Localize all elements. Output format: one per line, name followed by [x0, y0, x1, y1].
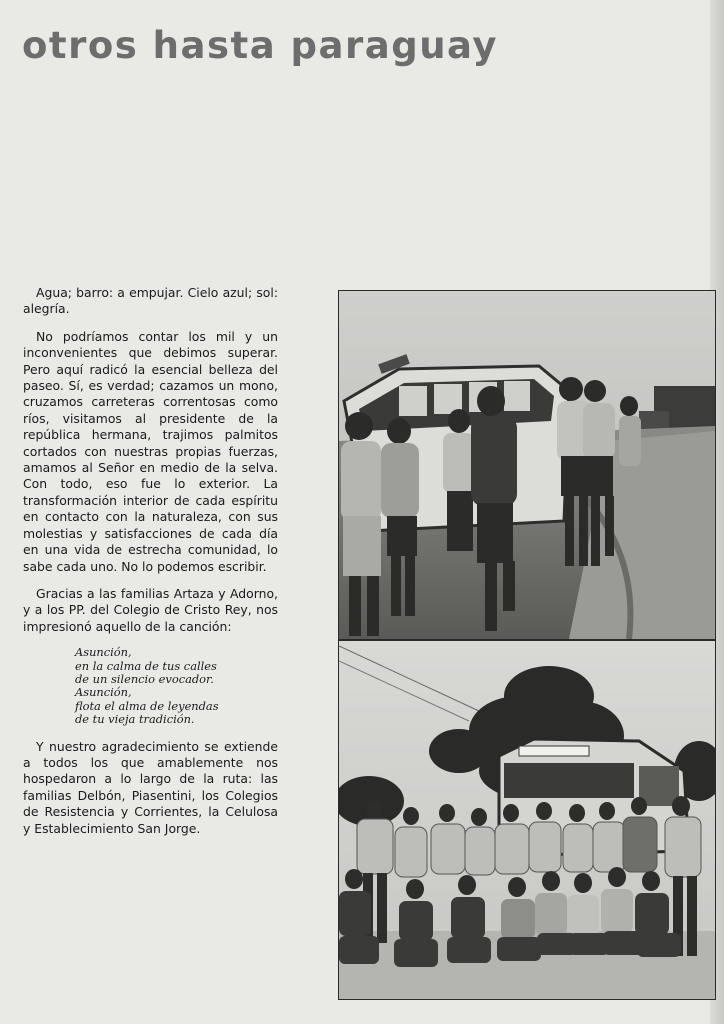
photo-group-with-bus: [338, 640, 716, 1000]
poem-line: Asunción,: [75, 645, 132, 660]
paragraph: Agua; barro: a empujar. Cielo azul; sol: alegría.: [23, 285, 278, 317]
poem-quote: [23, 646, 278, 726]
photo-bus-in-mud: [338, 290, 716, 640]
poem-line: de un silencio evocador.: [75, 671, 214, 686]
paragraph: Gracias a las familias Artaza y Adorno, y a los PP. del Colegio de Cristo Rey, nos impresionó aquello de la canción:: [23, 585, 278, 634]
article-title: otros hasta paraguay: [22, 24, 498, 67]
paragraph: No podríamos contar los mil y un inconvenientes que debimos superar. Pero aquí radicó la esencial belleza del paseo. Sí, es verdad; cazamos un mono, cruzamos carreteras correntosas como ríos, visitamos al presidente de la república hermana, trajimos palmitos cortados con nuestras propias fuerzas, amamos al Señor en medio de la selva. Con todo, eso fue lo exterior. La transformación interior de cada espíritu en contacto con la naturaleza, con sus molestias y satisfacciones de cada día en una vida de estrecha comunidad, lo sabe cada uno. No lo podemos escribir.: [23, 328, 278, 574]
article-body: [23, 285, 278, 848]
paragraph: Y nuestro agradecimiento se extiende a todos los que amablemente nos hospedaron a lo largo de la ruta: las familias Delbón, Piasentini, los Colegios de Resistencia y Corrientes, la Celulosa y Establecimiento San Jorge.: [23, 738, 278, 836]
poem-line: Asunción,: [75, 685, 132, 700]
poem-line: en la calma de tus calles: [75, 658, 217, 673]
poem-line: de tu vieja tradición.: [75, 712, 195, 727]
show-through-text: [540, 30, 574, 70]
poem-line: flota el alma de leyendas: [75, 698, 219, 713]
